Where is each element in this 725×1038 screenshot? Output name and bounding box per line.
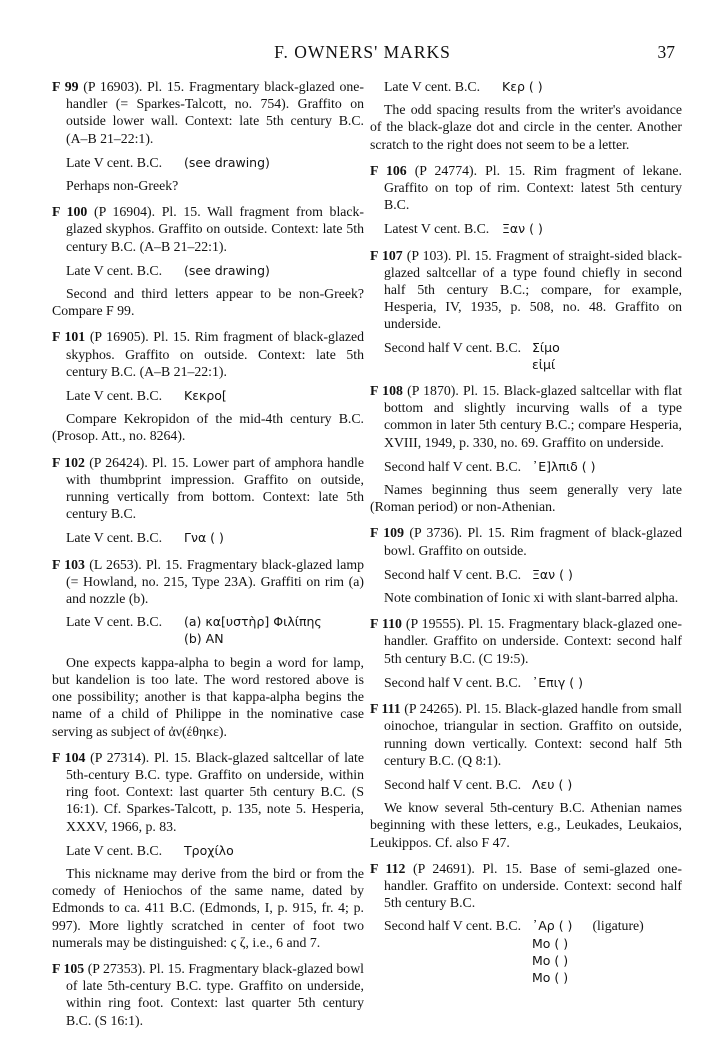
- entry-description: (P 16904). Pl. 15. Wall fragment from black-glazed skyphos. Graffito on outside. Context: late 5th century B.C. (A–B 21–22:1).: [66, 204, 365, 254]
- date-label: Second half V cent. B.C.: [384, 566, 522, 582]
- entry-f110: [370, 615, 682, 691]
- graffito-text: ᾿Ε]λπιδ ( ): [532, 458, 596, 474]
- date-label: Late V cent. B.C.: [66, 530, 163, 546]
- entry-description: (P 27353). Pl. 15. Fragmentary black-glazed bowl of late 5th-century B.C. type. Graffito on underside, within ring foot. Context: last quarter 5th century B.C. (S 16:1).: [66, 960, 365, 1028]
- catalog-number: F 104: [52, 749, 86, 765]
- graffito-line: Μο ( ): [532, 935, 569, 951]
- date-label: Second half V cent. B.C.: [384, 339, 522, 355]
- date-label: Second half V cent. B.C.: [384, 674, 522, 690]
- entry-note: The odd spacing results from the writer's avoidance of the black-glaze dot and circle in the center. Another scratch to the right does not seem to be a letter.: [370, 102, 682, 152]
- entry-f108: [370, 382, 682, 515]
- entry-note: We know several 5th-century B.C. Athenian names beginning with these letters, e.g., Leukades, Leukaios, Leukippos. Cf. also F 47.: [370, 800, 682, 850]
- graffito-text: Κεκρο[: [184, 388, 227, 404]
- right-column: [370, 78, 682, 995]
- entry-description: (P 26424). Pl. 15. Lower part of amphora handle with thumbprint impression. Graffito on outside, running vertically from bottom. Context: late 5th century B.C.: [66, 454, 364, 522]
- date-label: Late V cent. B.C.: [384, 79, 481, 94]
- graffito-text: (see drawing): [184, 154, 270, 170]
- graffito-line-text: ᾿Αρ ( ): [532, 918, 573, 934]
- entry-description: (L 2653). Pl. 15. Fragmentary black-glazed lamp (= Howland, no. 215, Type 23A). Graffiti on rim (a) and nozzle (b).: [66, 556, 364, 607]
- entry-description: (P 1870). Pl. 15. Black-glazed saltcellar with flat bottom and slightly incurving walls of a type common in later 5th century B.C.; compare Hesperia, XVIII, 1949, p. 330, no. 69. Graffito on underside.: [384, 383, 683, 450]
- entry-f105-continued: [370, 78, 682, 153]
- catalog-number: F 110: [370, 616, 402, 632]
- date-label: Second half V cent. B.C.: [384, 458, 522, 474]
- left-column: [52, 78, 364, 1038]
- graffito-text: Κερ ( ): [502, 79, 543, 94]
- entry-f111: [370, 700, 682, 851]
- entry-description: (P 24774). Pl. 15. Rim fragment of lekane. Graffito on top of rim. Context: latest 5th century B.C.: [384, 162, 682, 213]
- entry-note: Compare Kekropidon of the mid-4th century B.C. (Prosop. Att., no. 8264).: [52, 411, 364, 444]
- graffito-text: ᾿Επιγ ( ): [532, 674, 584, 690]
- date-label: Second half V cent. B.C.: [384, 776, 522, 792]
- graffito-line: Σίμο: [532, 339, 560, 355]
- date-label: Late V cent. B.C.: [66, 614, 163, 630]
- catalog-number: F 108: [370, 383, 403, 399]
- page-number: 37: [657, 42, 675, 62]
- entry-description: (P 16903). Pl. 15. Fragmentary black-glazed one-handler (= Sparkes-Talcott, no. 754). Graffito on outside lower wall. Context: late 5th century B.C. (A–B 21–22:1).: [66, 79, 364, 146]
- entry-description: (P 24691). Pl. 15. Base of semi-glazed one-handler. Graffito on underside. Context: second half 5th century B.C.: [384, 860, 682, 911]
- graffito-line: [532, 917, 644, 934]
- catalog-number: F 102: [52, 454, 85, 470]
- date-label: Latest V cent. B.C.: [384, 221, 490, 237]
- entry-note: Perhaps non-Greek?: [66, 178, 179, 194]
- graffito-text: Ξαν ( ): [502, 221, 543, 237]
- catalog-number: F 112: [370, 860, 406, 876]
- catalog-number: F 101: [52, 329, 86, 345]
- entry-f112: [370, 860, 682, 986]
- date-label: Second half V cent. B.C.: [384, 918, 522, 934]
- entry-note: Second and third letters appear to be non-Greek? Compare F 99.: [52, 286, 364, 319]
- graffito-text: Ξαν ( ): [532, 566, 573, 582]
- graffito-line: εἰμί: [532, 356, 556, 372]
- entry-f106: [370, 162, 682, 238]
- entry-description: (P 24265). Pl. 15. Black-glazed handle from small oinochoe, triangular in section. Graffito on outside, running down vertically. Context: second half 5th century B.C. (Q 8:1).: [384, 701, 683, 768]
- entry-description: (P 16905). Pl. 15. Rim fragment of black-glazed skyphos. Graffito on outside. Context: late 5th century B.C. (A–B 21–22:1).: [66, 329, 365, 379]
- entry-f107: [370, 247, 682, 373]
- entry-note: Note combination of Ionic xi with slant-barred alpha.: [384, 590, 679, 606]
- graffito-text: Τροχίλο: [184, 842, 234, 858]
- catalog-number: F 107: [370, 247, 403, 263]
- entry-f109: [370, 524, 682, 606]
- catalog-number: F 109: [370, 525, 404, 541]
- running-title: F. OWNERS' MARKS: [274, 42, 451, 62]
- graffito-line: Μο ( ): [532, 969, 569, 985]
- entry-f104: [52, 749, 364, 951]
- catalog-number: F 106: [370, 162, 407, 178]
- entry-f99: [52, 78, 364, 194]
- catalog-number: F 100: [52, 204, 88, 220]
- entry-description: (P 3736). Pl. 15. Rim fragment of black-glazed bowl. Graffito on outside.: [384, 525, 683, 558]
- ligature-note: (ligature): [592, 918, 644, 934]
- entry-f105: [52, 960, 364, 1029]
- graffito-nozzle: (b) ΑΝ: [184, 631, 224, 647]
- entry-note: One expects kappa-alpha to begin a word for lamp, but kandelion is too late. The word restored above is one possibility; another is that kappa-alpha begins the name of a child of Philippe in the nominative case serving as subject of ἀν(έθηκε).: [52, 654, 364, 739]
- catalog-number: F 99: [52, 79, 79, 94]
- catalog-number: F 111: [370, 701, 401, 717]
- entry-f100: [52, 203, 364, 319]
- entry-f101: [52, 328, 364, 444]
- date-label: Late V cent. B.C.: [66, 842, 163, 858]
- graffito-line: Μο ( ): [532, 952, 569, 968]
- entry-description: (P 103). Pl. 15. Fragment of straight-sided black-glazed saltcellar of a type found chiefly in second half 5th century B.C.; compare, for example, Hesperia, IV, 1935, p. 508, no. 48. Graffito on underside.: [384, 247, 683, 332]
- page-header: [0, 42, 725, 66]
- graffito-text: Λευ ( ): [532, 776, 573, 792]
- graffito-text: (see drawing): [184, 262, 270, 278]
- entry-f103: [52, 556, 364, 740]
- entry-note: This nickname may derive from the bird or from the comedy of Heniochos of the same name, dated by Edmonds to ca. 411 B.C. (Edmonds, I, p. 915, fr. 4; p. 997). More lightly scratched in center of foot two numerals may be distinguished: ϛ ζ, i.e., 6 and 7.: [52, 865, 364, 950]
- date-label: Late V cent. B.C.: [66, 154, 163, 170]
- date-label: Late V cent. B.C.: [66, 262, 163, 278]
- graffito-text: Γνα ( ): [184, 530, 224, 546]
- graffito-rim: (a) κα[υστὴρ] Φιλίπης: [184, 614, 322, 630]
- catalog-number: F 103: [52, 556, 85, 572]
- entry-description: (P 27314). Pl. 15. Black-glazed saltcellar of late 5th-century B.C. type. Graffito on underside, within ring foot. Context: last quarter 5th century B.C. (S 16:1). Cf. Sparkes-Talcott, p. 135, note 5. Hesperia, XXXV, 1966, p. 83.: [66, 749, 365, 834]
- entry-description: (P 19555). Pl. 15. Fragmentary black-glazed one-handler. Graffito on underside. Context: second half 5th century B.C. (C 19:5).: [384, 616, 682, 666]
- entry-note: Names beginning thus seem generally very late (Roman period) or non-Athenian.: [370, 482, 682, 515]
- catalog-number: F 105: [52, 960, 85, 976]
- date-label: Late V cent. B.C.: [66, 388, 163, 404]
- entry-f102: [52, 454, 364, 547]
